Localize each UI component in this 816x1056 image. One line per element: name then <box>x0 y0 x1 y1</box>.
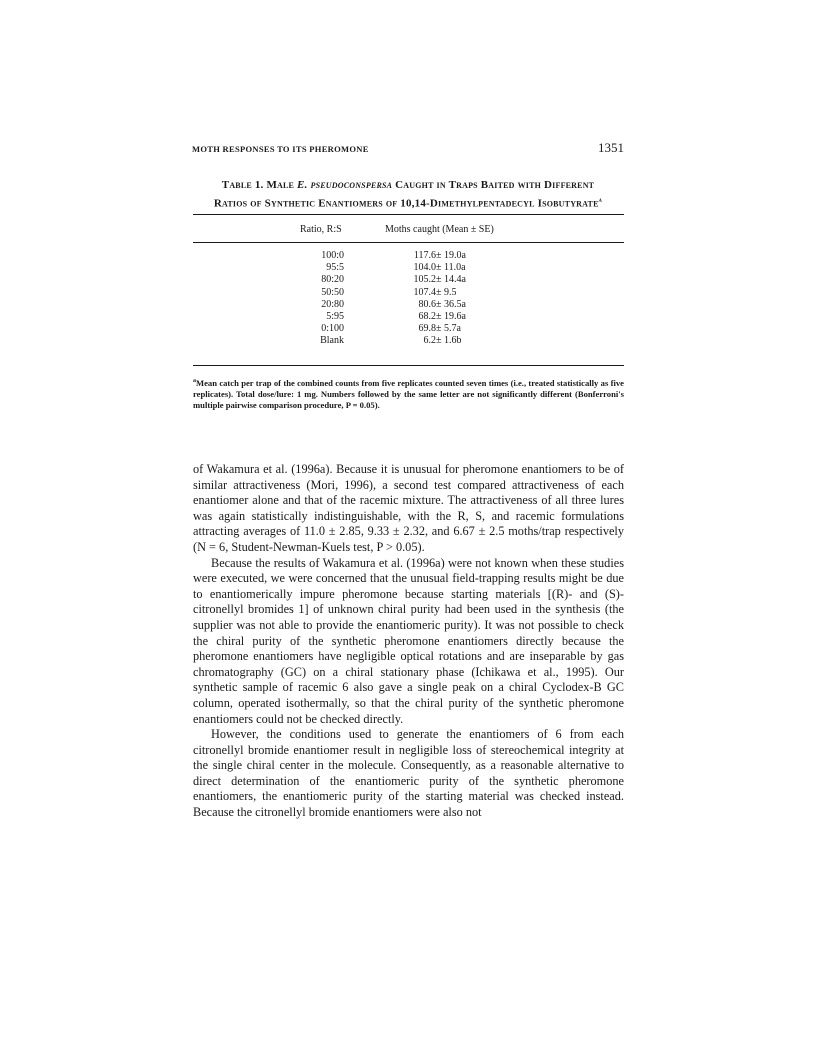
cell-moths-mean: 117.6 <box>413 250 436 261</box>
cell-ratio: Blank <box>320 335 344 347</box>
caption-footnote-mark: a <box>598 196 603 204</box>
running-header <box>192 140 624 160</box>
caption-text-b: Caught in Traps Baited with Different <box>392 179 595 191</box>
footnote-text: Mean catch per trap of the combined counts from five replicates counted seven times (i.e., treated statistically as five replicates). Total dose/lure: 1 mg. Numbers followed by the same letter are not significantly different (Bonferroni's multiple pairwise comparison procedure, P = 0.05). <box>193 377 624 410</box>
page-number: 1351 <box>598 140 624 155</box>
column-header-ratio: Ratio, R:S <box>300 224 342 235</box>
paragraph-2: Because the results of Wakamura et al. (1996a) were not known when these studies were executed, we were concerned that the unusual field-trapping results might be due to enantiomerically impure pheromone because starting materials [(R)- and (S)-citronellyl bromides 1] of unknown chiral purity had been used in the synthesis (the supplier was not able to provide the enantiomeric purity). It was not possible to check the chiral purity of the synthetic pheromone enantiomers directly because the pheromone enantiomers have negligible optical rotations and are inseparable by gas chromatography (GC) on a chiral stationary phase (Ichikawa et al., 1995). Our synthetic sample of racemic 6 also gave a single peak on a chiral Cyclodex-B GC column, operated isothermally, so that the chiral purity of the synthetic pheromone enantiomers could not be checked directly. <box>193 555 624 726</box>
cell-ratio: 5:95 <box>326 310 344 322</box>
cell-moths-mean: 104.0 <box>413 262 436 274</box>
cell-ratio: 20:80 <box>321 298 344 310</box>
table-rule-top <box>193 214 624 215</box>
table-row <box>0 323 816 335</box>
cell-moths-error: ± 14.4a <box>436 274 466 286</box>
body-text <box>193 462 624 821</box>
table-footnote <box>193 376 624 411</box>
cell-moths-error: ± 11.0a <box>436 262 466 274</box>
cell-ratio: 80:20 <box>321 274 344 286</box>
cell-moths-error: ± 36.5a <box>436 298 466 310</box>
table-row <box>0 250 816 262</box>
cell-moths-error: ± 19.6a <box>436 310 466 322</box>
table-row <box>0 287 816 299</box>
table-row <box>0 311 816 323</box>
cell-moths-mean: 105.2 <box>413 274 436 286</box>
footnote-mark: a <box>193 378 196 384</box>
cell-moths-mean: 6.2 <box>423 335 436 347</box>
cell-moths-mean: 69.8 <box>418 323 436 335</box>
cell-moths-error: ± 1.6b <box>436 335 462 347</box>
table-rule-header <box>193 242 624 243</box>
caption-text-a: Table 1. Male <box>221 179 298 191</box>
table-caption-line-2 <box>172 193 644 212</box>
table-caption-line-1 <box>172 178 644 193</box>
cell-ratio: 95:5 <box>326 262 344 274</box>
running-title: MOTH RESPONSES TO ITS PHEROMONE <box>192 144 369 154</box>
cell-moths-error: ± 9.5 <box>436 286 457 298</box>
paragraph-1: of Wakamura et al. (1996a). Because it is unusual for pheromone enantiomers to be of similar attractiveness (Mori, 1996), a second test compared attractiveness of each enantiomer alone and that of the racemic mixture. The attractiveness of all three lures was again statistically indistinguishable, with the R, S, and racemic formulations attracting averages of 11.0 ± 2.85, 9.33 ± 2.32, and 6.67 ± 2.5 moths/trap respectively (N = 6, Student-Newman-Kuels test, P > 0.05). <box>193 462 624 554</box>
cell-moths-error: ± 19.0a <box>436 250 466 261</box>
cell-moths-mean: 107.4 <box>413 286 436 298</box>
cell-moths-error: ± 5.7a <box>436 323 461 335</box>
table-row <box>0 274 816 286</box>
table-row <box>0 262 816 274</box>
table-rule-bottom <box>193 365 624 366</box>
cell-moths-mean: 68.2 <box>418 310 436 322</box>
cell-ratio: 0:100 <box>321 323 344 335</box>
cell-moths-mean: 80.6 <box>418 298 436 310</box>
table-body <box>0 250 816 348</box>
cell-ratio: 100:0 <box>321 250 344 261</box>
caption-text-c: Ratios of Synthetic Enantiomers of 10,14-Dimethylpentadecyl Isobutyrate <box>213 197 599 210</box>
table-caption <box>172 178 644 212</box>
table-row <box>0 299 816 311</box>
caption-species: E. pseudoconspersa <box>297 179 393 191</box>
table-row <box>0 335 816 347</box>
cell-ratio: 50:50 <box>321 286 344 298</box>
column-header-moths: Moths caught (Mean ± SE) <box>385 224 494 235</box>
paragraph-3: However, the conditions used to generate the enantiomers of 6 from each citronellyl bromide enantiomer result in negligible loss of stereochemical integrity at the single chiral center in the molecule. Consequently, as a reasonable alternative to direct determination of the enantiomeric purity of the synthetic pheromone enantiomers, the enantiomeric purity of the starting material was checked instead. Because the citronellyl bromide enantiomers were also not <box>193 727 624 820</box>
